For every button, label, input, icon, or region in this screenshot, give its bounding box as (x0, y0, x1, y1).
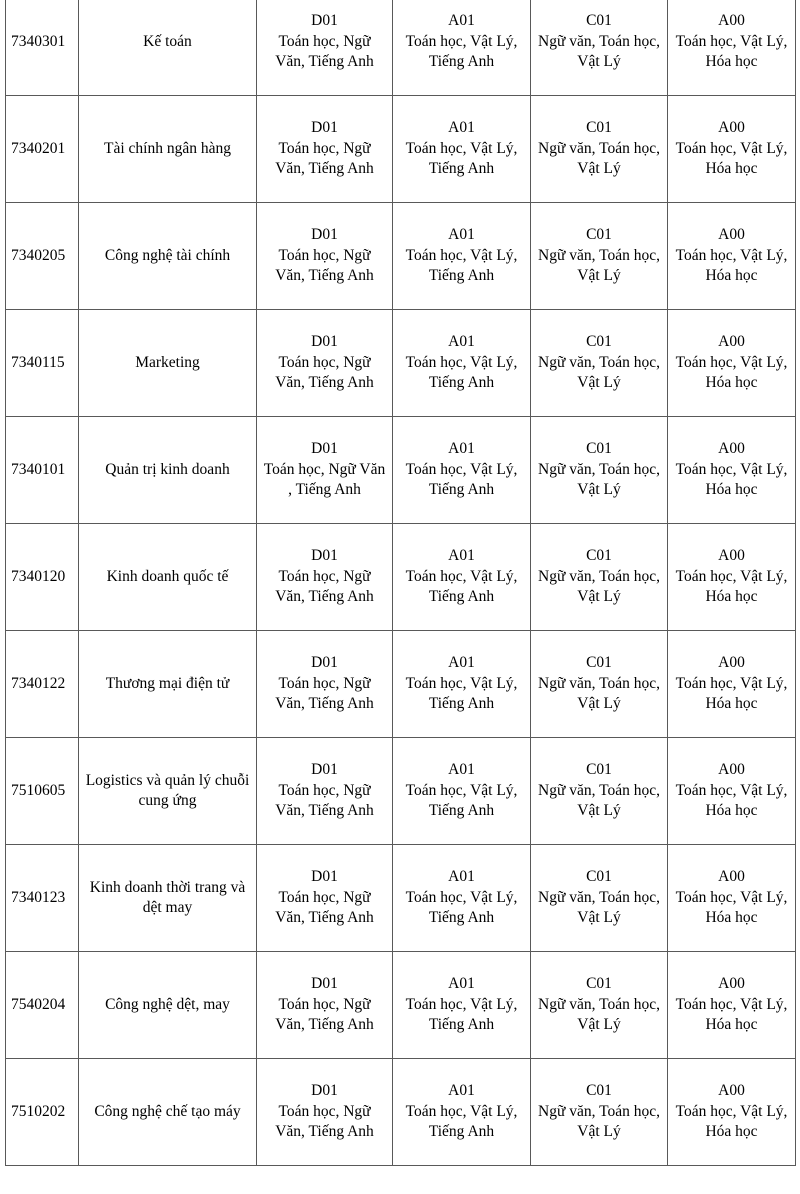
combination-cell-a01 (393, 524, 531, 631)
table-row (6, 310, 796, 417)
combination-subjects: Toán học, Ngữ Văn, Tiếng Anh (275, 674, 374, 713)
combination-cell-d01 (257, 952, 393, 1059)
combination-code: A00 (718, 975, 745, 993)
combination-subjects: Ngữ văn, Toán học, Vật Lý (538, 139, 660, 178)
major-code-cell: 7340115 (6, 310, 79, 417)
table-row (6, 952, 796, 1059)
table-row (6, 203, 796, 310)
combination-subjects: Toán học, Ngữ Văn, Tiếng Anh (275, 781, 374, 820)
combination-cell-a01 (393, 96, 531, 203)
combination-code: A00 (718, 1082, 745, 1100)
combination-subjects: Toán học, Vật Lý, Hóa học (675, 567, 788, 606)
table-row (6, 96, 796, 203)
combination-cell-d01 (257, 1059, 393, 1166)
combination-cell-c01 (531, 310, 668, 417)
combination-subjects: Toán học, Vật Lý, Tiếng Anh (405, 674, 518, 713)
combination-subjects: Toán học, Ngữ Văn, Tiếng Anh (275, 139, 374, 178)
table-clip-container (5, 0, 795, 1166)
combination-code: D01 (311, 761, 338, 779)
combination-cell-a01 (393, 417, 531, 524)
combination-code: C01 (586, 547, 612, 565)
table-row (6, 845, 796, 952)
combination-subjects: Toán học, Vật Lý, Hóa học (675, 1102, 788, 1141)
major-code-cell: 7510202 (6, 1059, 79, 1166)
combination-code: A01 (448, 868, 475, 886)
combination-cell-a01 (393, 310, 531, 417)
combination-cell-c01 (531, 952, 668, 1059)
combination-code: D01 (311, 119, 338, 137)
combination-cell-a01 (393, 1059, 531, 1166)
combination-subjects: Toán học, Ngữ Văn, Tiếng Anh (275, 888, 374, 927)
combination-cell-a01 (393, 952, 531, 1059)
table-body (6, 0, 796, 1166)
major-name-cell: Kế toán (79, 0, 257, 96)
major-name-cell: Marketing (79, 310, 257, 417)
combination-cell-a00 (668, 310, 796, 417)
combination-subjects: Ngữ văn, Toán học, Vật Lý (538, 567, 660, 606)
major-name-cell: Công nghệ chế tạo máy (79, 1059, 257, 1166)
table-row (6, 524, 796, 631)
combination-code: C01 (586, 1082, 612, 1100)
combination-subjects: Toán học, Ngữ Văn, Tiếng Anh (275, 567, 374, 606)
combination-cell-a00 (668, 417, 796, 524)
combination-cell-a00 (668, 631, 796, 738)
combination-code: A00 (718, 333, 745, 351)
combination-subjects: Toán học, Ngữ Văn, Tiếng Anh (275, 246, 374, 285)
combination-cell-c01 (531, 524, 668, 631)
combination-code: A01 (448, 333, 475, 351)
combination-cell-a00 (668, 0, 796, 96)
combination-code: A01 (448, 12, 475, 30)
combination-code: C01 (586, 119, 612, 137)
combination-code: C01 (586, 226, 612, 244)
combination-subjects: Toán học, Ngữ Văn, Tiếng Anh (275, 353, 374, 392)
combination-subjects: Ngữ văn, Toán học, Vật Lý (538, 781, 660, 820)
combination-subjects: Toán học, Vật Lý, Hóa học (675, 995, 788, 1034)
combination-code: A01 (448, 226, 475, 244)
combination-cell-d01 (257, 0, 393, 96)
major-name-cell: Công nghệ dệt, may (79, 952, 257, 1059)
combination-subjects: Toán học, Vật Lý, Hóa học (675, 460, 788, 499)
combination-subjects: Toán học, Vật Lý, Hóa học (675, 246, 788, 285)
combination-code: A00 (718, 226, 745, 244)
combination-subjects: Ngữ văn, Toán học, Vật Lý (538, 674, 660, 713)
combination-subjects: Ngữ văn, Toán học, Vật Lý (538, 353, 660, 392)
combination-code: A01 (448, 1082, 475, 1100)
major-name-cell: Logistics và quản lý chuỗi cung ứng (79, 738, 257, 845)
combination-subjects: Toán học, Ngữ Văn, Tiếng Anh (275, 32, 374, 71)
combination-cell-c01 (531, 96, 668, 203)
combination-code: C01 (586, 333, 612, 351)
combination-code: A00 (718, 119, 745, 137)
combination-subjects: Toán học, Vật Lý, Hóa học (675, 32, 788, 71)
combination-cell-d01 (257, 524, 393, 631)
combination-cell-a01 (393, 631, 531, 738)
combination-subjects: Toán học, Vật Lý, Hóa học (675, 674, 788, 713)
major-name-cell: Kinh doanh thời trang và dệt may (79, 845, 257, 952)
major-name-cell: Quản trị kinh doanh (79, 417, 257, 524)
combination-code: A01 (448, 547, 475, 565)
combination-cell-a00 (668, 738, 796, 845)
combination-code: A01 (448, 654, 475, 672)
table-row (6, 738, 796, 845)
combination-code: D01 (311, 654, 338, 672)
table-row (6, 631, 796, 738)
combination-cell-c01 (531, 845, 668, 952)
combination-subjects: Toán học, Vật Lý, Tiếng Anh (405, 246, 518, 285)
combination-subjects: Ngữ văn, Toán học, Vật Lý (538, 246, 660, 285)
combination-code: A01 (448, 761, 475, 779)
admissions-table (5, 0, 796, 1166)
combination-cell-a00 (668, 845, 796, 952)
combination-subjects: Toán học, Vật Lý, Hóa học (675, 888, 788, 927)
combination-cell-d01 (257, 417, 393, 524)
major-code-cell: 7340122 (6, 631, 79, 738)
combination-cell-c01 (531, 1059, 668, 1166)
combination-cell-c01 (531, 631, 668, 738)
combination-code: C01 (586, 654, 612, 672)
combination-code: A01 (448, 440, 475, 458)
combination-code: A00 (718, 12, 745, 30)
combination-cell-a00 (668, 203, 796, 310)
major-code-cell: 7340101 (6, 417, 79, 524)
combination-subjects: Toán học, Ngữ Văn , Tiếng Anh (263, 460, 386, 499)
combination-cell-d01 (257, 738, 393, 845)
combination-code: D01 (311, 12, 338, 30)
table-row (6, 0, 796, 96)
combination-code: A01 (448, 119, 475, 137)
combination-subjects: Ngữ văn, Toán học, Vật Lý (538, 32, 660, 71)
combination-code: C01 (586, 975, 612, 993)
combination-subjects: Toán học, Vật Lý, Tiếng Anh (405, 32, 518, 71)
combination-cell-a00 (668, 952, 796, 1059)
major-code-cell: 7340120 (6, 524, 79, 631)
combination-subjects: Ngữ văn, Toán học, Vật Lý (538, 460, 660, 499)
combination-cell-a00 (668, 1059, 796, 1166)
combination-cell-a01 (393, 845, 531, 952)
major-code-cell: 7340301 (6, 0, 79, 96)
combination-cell-a00 (668, 524, 796, 631)
combination-code: D01 (311, 547, 338, 565)
combination-subjects: Toán học, Vật Lý, Tiếng Anh (405, 139, 518, 178)
major-name-cell: Thương mại điện tử (79, 631, 257, 738)
combination-cell-d01 (257, 310, 393, 417)
combination-subjects: Toán học, Vật Lý, Tiếng Anh (405, 460, 518, 499)
combination-code: A00 (718, 440, 745, 458)
combination-cell-a00 (668, 96, 796, 203)
combination-cell-a01 (393, 738, 531, 845)
combination-code: D01 (311, 1082, 338, 1100)
major-name-cell: Kinh doanh quốc tế (79, 524, 257, 631)
combination-subjects: Toán học, Vật Lý, Hóa học (675, 781, 788, 820)
combination-cell-c01 (531, 0, 668, 96)
combination-subjects: Toán học, Vật Lý, Hóa học (675, 353, 788, 392)
combination-subjects: Ngữ văn, Toán học, Vật Lý (538, 995, 660, 1034)
combination-subjects: Ngữ văn, Toán học, Vật Lý (538, 888, 660, 927)
major-code-cell: 7340123 (6, 845, 79, 952)
combination-code: A00 (718, 761, 745, 779)
combination-code: A00 (718, 547, 745, 565)
combination-subjects: Toán học, Ngữ Văn, Tiếng Anh (275, 1102, 374, 1141)
combination-subjects: Toán học, Vật Lý, Tiếng Anh (405, 567, 518, 606)
major-name-cell: Công nghệ tài chính (79, 203, 257, 310)
combination-code: C01 (586, 440, 612, 458)
major-name-cell: Tài chính ngân hàng (79, 96, 257, 203)
combination-code: D01 (311, 333, 338, 351)
combination-cell-d01 (257, 203, 393, 310)
combination-cell-a01 (393, 0, 531, 96)
combination-subjects: Toán học, Ngữ Văn, Tiếng Anh (275, 995, 374, 1034)
combination-subjects: Ngữ văn, Toán học, Vật Lý (538, 1102, 660, 1141)
combination-subjects: Toán học, Vật Lý, Tiếng Anh (405, 888, 518, 927)
combination-cell-d01 (257, 845, 393, 952)
major-code-cell: 7340205 (6, 203, 79, 310)
major-code-cell: 7540204 (6, 952, 79, 1059)
combination-cell-c01 (531, 203, 668, 310)
combination-cell-a01 (393, 203, 531, 310)
major-code-cell: 7510605 (6, 738, 79, 845)
combination-subjects: Toán học, Vật Lý, Tiếng Anh (405, 995, 518, 1034)
combination-cell-d01 (257, 631, 393, 738)
table-row (6, 1059, 796, 1166)
combination-subjects: Toán học, Vật Lý, Hóa học (675, 139, 788, 178)
combination-code: C01 (586, 761, 612, 779)
combination-code: C01 (586, 12, 612, 30)
combination-code: A00 (718, 868, 745, 886)
combination-cell-d01 (257, 96, 393, 203)
major-code-cell: 7340201 (6, 96, 79, 203)
combination-code: C01 (586, 868, 612, 886)
table-row (6, 417, 796, 524)
combination-code: A00 (718, 654, 745, 672)
combination-code: D01 (311, 868, 338, 886)
combination-cell-c01 (531, 738, 668, 845)
combination-subjects: Toán học, Vật Lý, Tiếng Anh (405, 781, 518, 820)
combination-code: A01 (448, 975, 475, 993)
combination-code: D01 (311, 440, 338, 458)
combination-cell-c01 (531, 417, 668, 524)
combination-subjects: Toán học, Vật Lý, Tiếng Anh (405, 353, 518, 392)
combination-code: D01 (311, 226, 338, 244)
combination-subjects: Toán học, Vật Lý, Tiếng Anh (405, 1102, 518, 1141)
combination-code: D01 (311, 975, 338, 993)
